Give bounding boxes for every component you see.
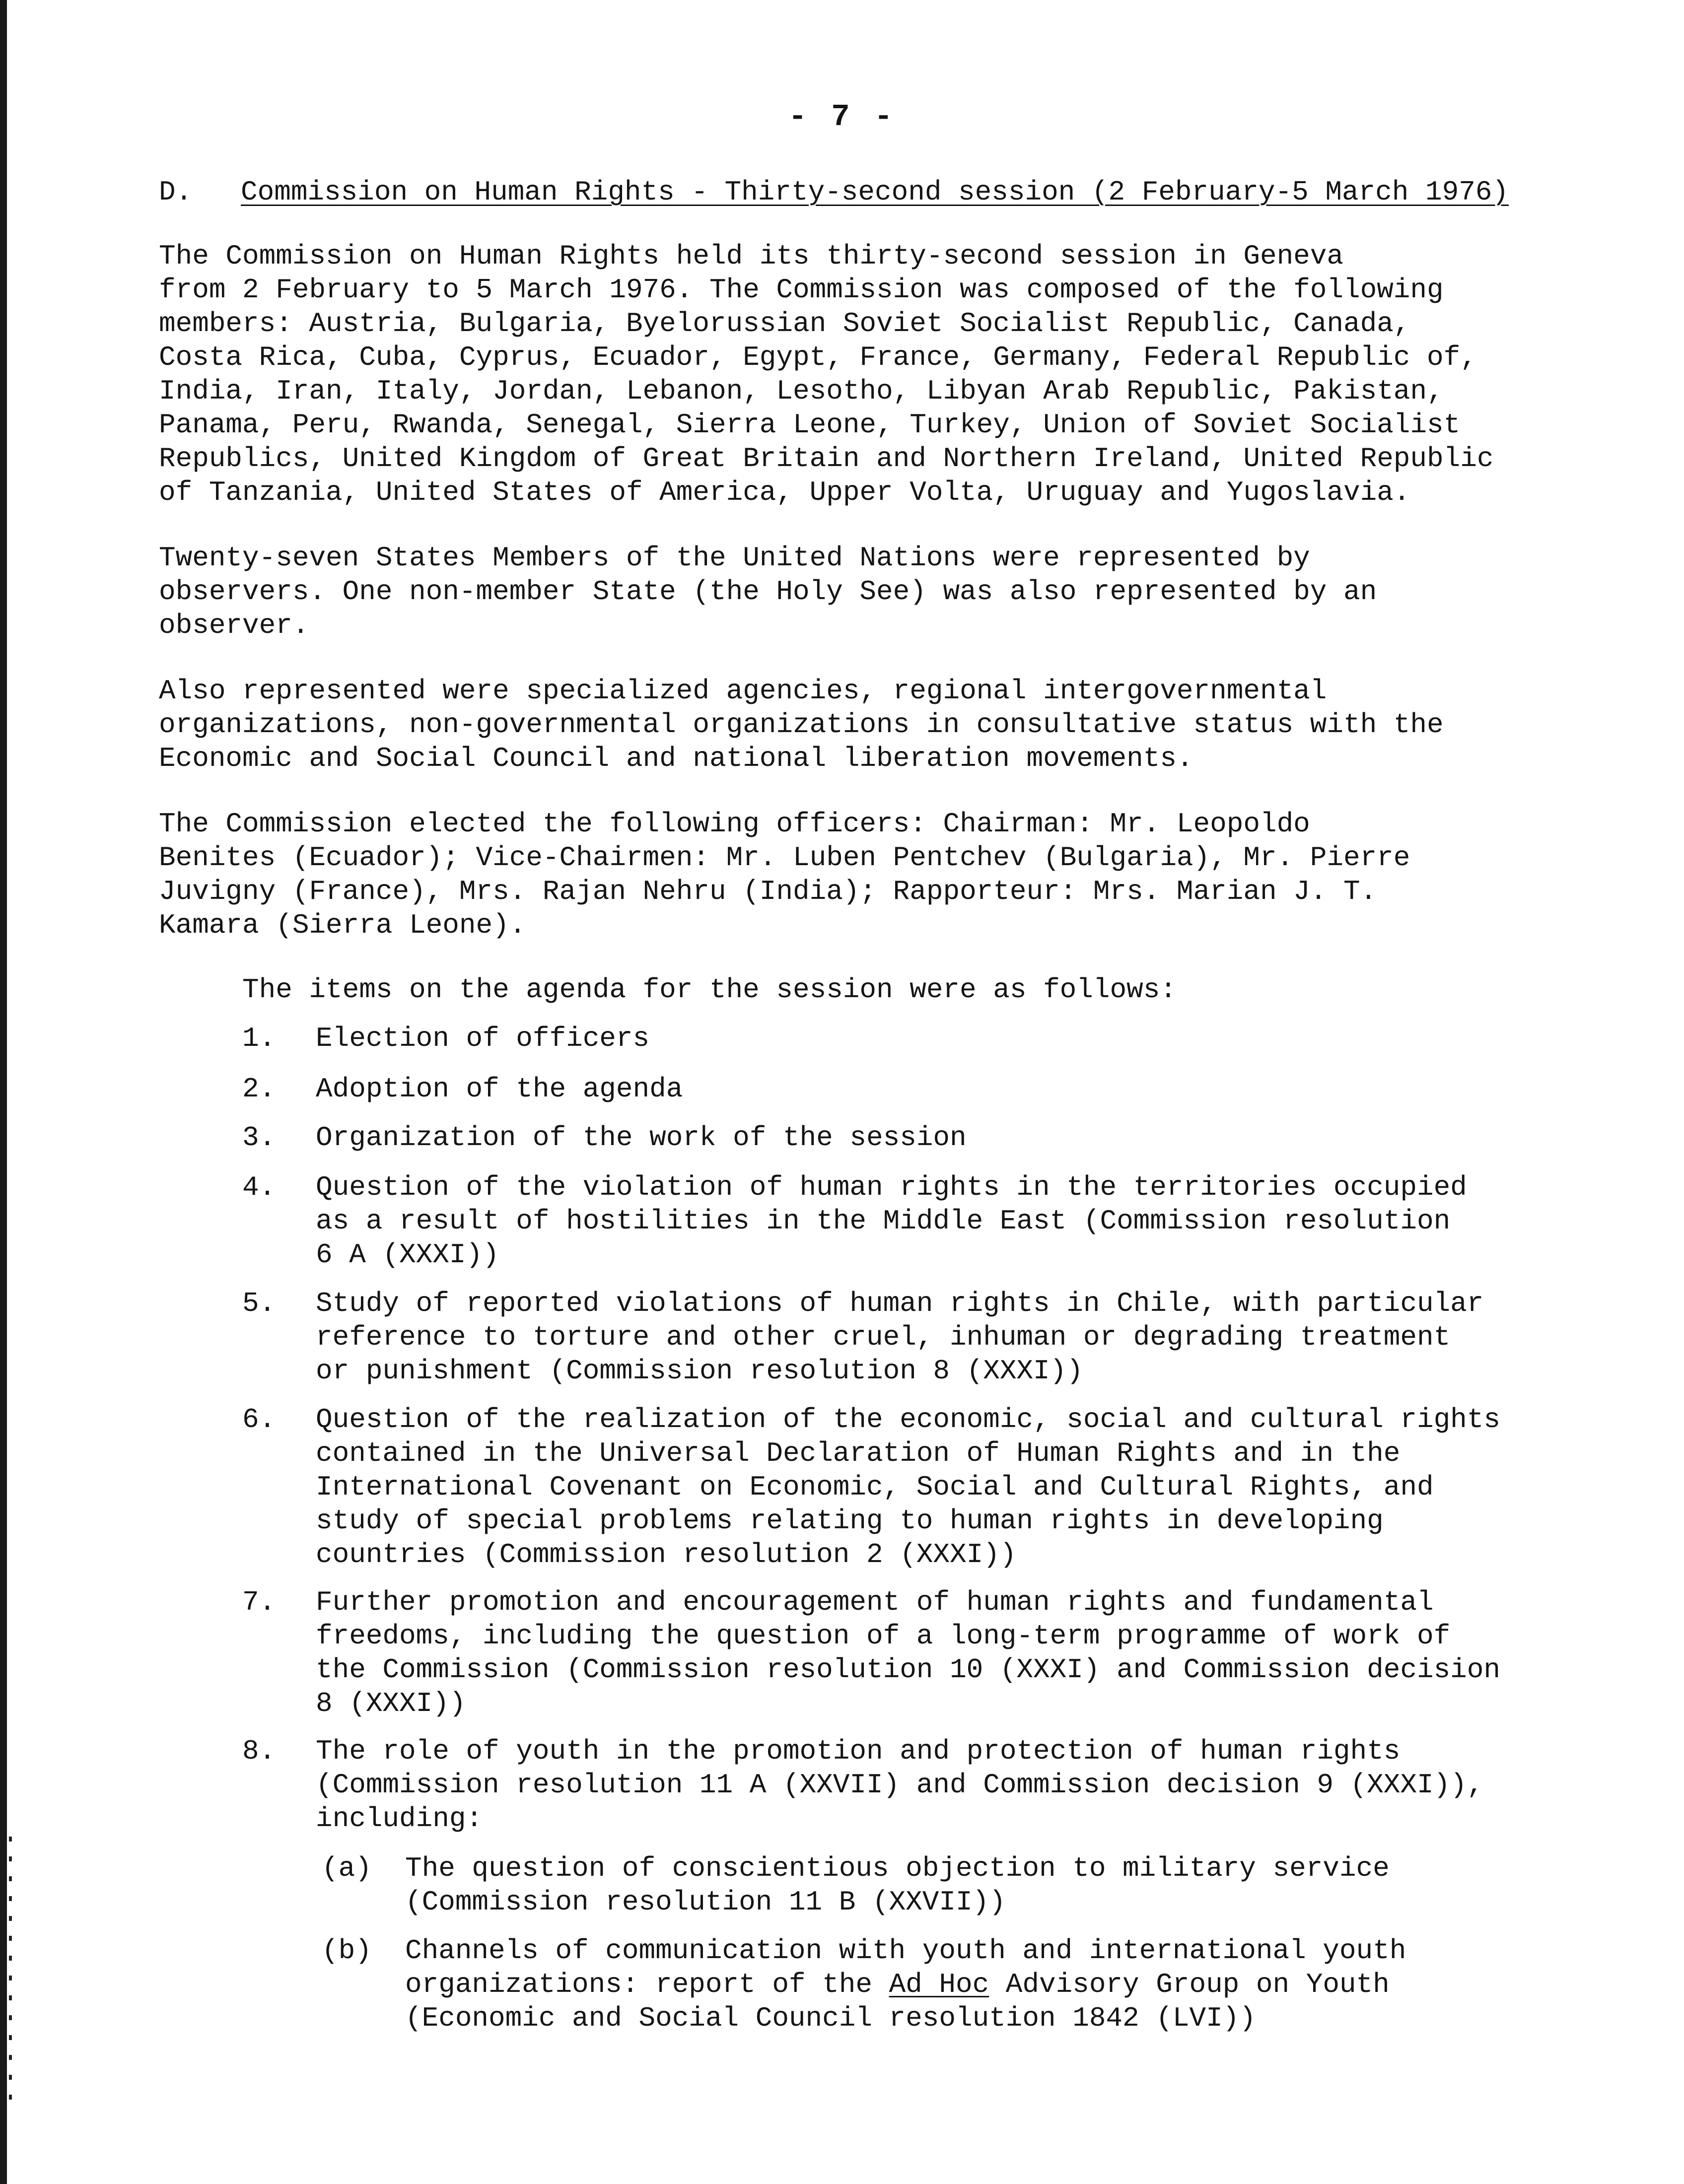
agenda-item-text: Election of officers <box>316 1023 650 1054</box>
agenda-item-text: The role of youth in the promotion and protection of human rights (Commission resolution 11 A (XXVII) and Commission decision 9 (XXXI)), including: <box>316 1735 1484 1835</box>
agenda-intro: The items on the agenda for the session were as follows: <box>242 974 1177 1006</box>
agenda-subitem-label: (a) <box>322 1852 372 1884</box>
scan-edge <box>0 0 7 2184</box>
section-letter: D. <box>159 176 193 208</box>
agenda-item-text: Adoption of the agenda <box>316 1073 683 1105</box>
agenda-item-number: 3. <box>242 1122 276 1154</box>
page-number: - 7 - <box>788 99 896 135</box>
section-heading <box>159 175 1529 209</box>
agenda-subitem-label: (b) <box>322 1935 372 1967</box>
agenda-item-number: 7. <box>242 1586 276 1618</box>
agenda-subitem-text <box>405 1934 1527 2035</box>
paragraph-represented: Also represented were specialized agencies, regional intergovernmental organizations, non-governmental organizations in consultative status with the Economic and Social Council and national liberation movements. <box>159 675 1444 774</box>
subitem-text-after: Advisory Group on Youth (Economic and Social Council resolution 1842 (LVI)) <box>405 1969 1390 2034</box>
paragraph-officers: The Commission elected the following officers: Chairman: Mr. Leopoldo Benites (Ecuador); Vice-Chairmen: Mr. Luben Pentchev (Bulgaria), Mr. Pierre Juvigny (France), Mrs. Rajan Nehru (India); Rapporteur: Mrs. Marian J. T. Kamara (Sierra Leone). <box>159 808 1410 941</box>
agenda-item-number: 4. <box>242 1171 276 1203</box>
agenda-item-text: Question of the realization of the economic, social and cultural rights contained in the Universal Declaration of Human Rights and in the International Covenant on Economic, Social and Cultural Rights, and study of special problems relating to human rights in developing countries (Commission resolution 2 (XXXI)) <box>316 1404 1500 1570</box>
agenda-item-text: Further promotion and encouragement of human rights and fundamental freedoms, including the question of a long-term programme of work of the Commission (Commission resolution 10 (XXXI) and Commission decision 8 (XXXI)) <box>316 1586 1500 1719</box>
scan-edge-marks <box>9 1837 12 2115</box>
paragraph-membership: The Commission on Human Rights held its thirty-second session in Geneva from 2 February to 5 March 1976. The Commission was composed of the following members: Austria, Bulgaria, Byelorussian Soviet Socialist Republic, Canada, Costa Rica, Cuba, Cyprus, Ecuador, Egypt, France, Germany, Federal Republic of, India, Iran, Italy, Jordan, Lebanon, Lesotho, Libyan Arab Republic, Pakistan, Panama, Peru, Rwanda, Senegal, Sierra Leone, Turkey, Union of Soviet Socialist Republics, United Kingdom of Great Britain and Northern Ireland, United Republic of Tanzania, United States of America, Upper Volta, Uruguay and Yugoslavia. <box>159 240 1494 508</box>
agenda-item-text: Question of the violation of human rights in the territories occupied as a result of hostilities in the Middle East (Commission resolution 6 A (XXXI)) <box>316 1171 1467 1271</box>
agenda-item-text: Study of reported violations of human rights in Chile, with particular reference to torture and other cruel, inhuman or degrading treatment or punishment (Commission resolution 8 (XXXI)) <box>316 1288 1484 1387</box>
agenda-item-number: 6. <box>242 1404 276 1435</box>
subitem-text-before: Channels of communication with youth and international youth organizations: report of the <box>405 1935 1406 2000</box>
agenda-item-number: 2. <box>242 1073 276 1105</box>
agenda-item-number: 8. <box>242 1735 276 1767</box>
agenda-item-text: Organization of the work of the session <box>316 1122 967 1154</box>
paragraph-observers: Twenty-seven States Members of the United Nations were represented by observers. One non-member State (the Holy See) was also represented by an observer. <box>159 542 1377 641</box>
agenda-subitem-text: The question of conscientious objection to military service (Commission resolution 11 B (XXVII)) <box>405 1852 1390 1918</box>
section-title: Commission on Human Rights - Thirty-second session (2 February-5 March 1976) <box>241 176 1509 208</box>
agenda-item-number: 5. <box>242 1288 276 1319</box>
ad-hoc-underlined: Ad Hoc <box>889 1969 989 2000</box>
agenda-item-number: 1. <box>242 1023 276 1054</box>
